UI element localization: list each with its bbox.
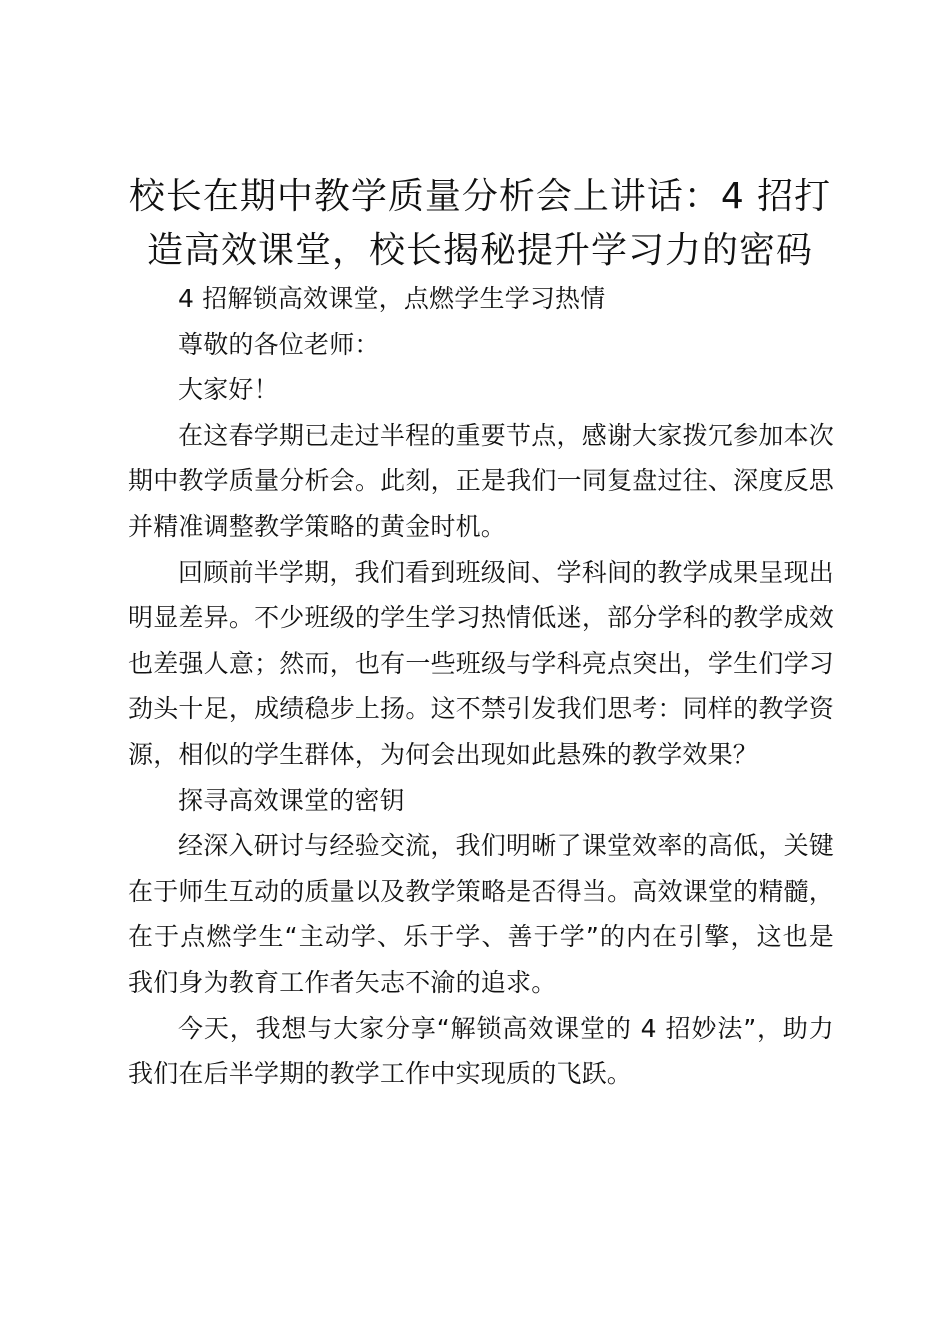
- document-title: 校长在期中教学质量分析会上讲话：4 招打造高效课堂，校长揭秘提升学习力的密码: [128, 176, 832, 271]
- salutation-paragraph: 尊敬的各位老师：: [178, 329, 380, 359]
- section-heading: 探寻高效课堂的密钥: [178, 785, 405, 815]
- greeting-paragraph: 大家好！: [178, 375, 279, 405]
- document-body: [128, 276, 834, 1097]
- subtitle-paragraph: 4 招解锁高效课堂，点燃学生学习热情: [178, 284, 606, 313]
- analysis-paragraph: 经深入研讨与经验交流，我们明晰了课堂效率的高低，关键在于师生互动的质量以及教学策略是否得当。高效课堂的精髓，在于点燃学生“主动学、乐于学、善于学”的内在引擎，这也是我们身为教育工作者矢志不渝的追求。: [128, 831, 834, 997]
- closing-paragraph: 今天，我想与大家分享“解锁高效课堂的 4 招妙法”，助力我们在后半学期的教学工作中实现质的飞跃。: [128, 1013, 834, 1089]
- review-paragraph: 回顾前半学期，我们看到班级间、学科间的教学成果呈现出明显差异。不少班级的学生学习热情低迷，部分学科的教学成效也差强人意；然而，也有一些班级与学科亮点突出，学生们学习劲头十足，成绩稳步上扬。这不禁引发我们思考：同样的教学资源，相似的学生群体，为何会出现如此悬殊的教学效果？: [128, 557, 834, 769]
- intro-paragraph: 在这春学期已走过半程的重要节点，感谢大家拨冗参加本次期中教学质量分析会。此刻，正是我们一同复盘过往、深度反思并精准调整教学策略的黄金时机。: [128, 420, 834, 541]
